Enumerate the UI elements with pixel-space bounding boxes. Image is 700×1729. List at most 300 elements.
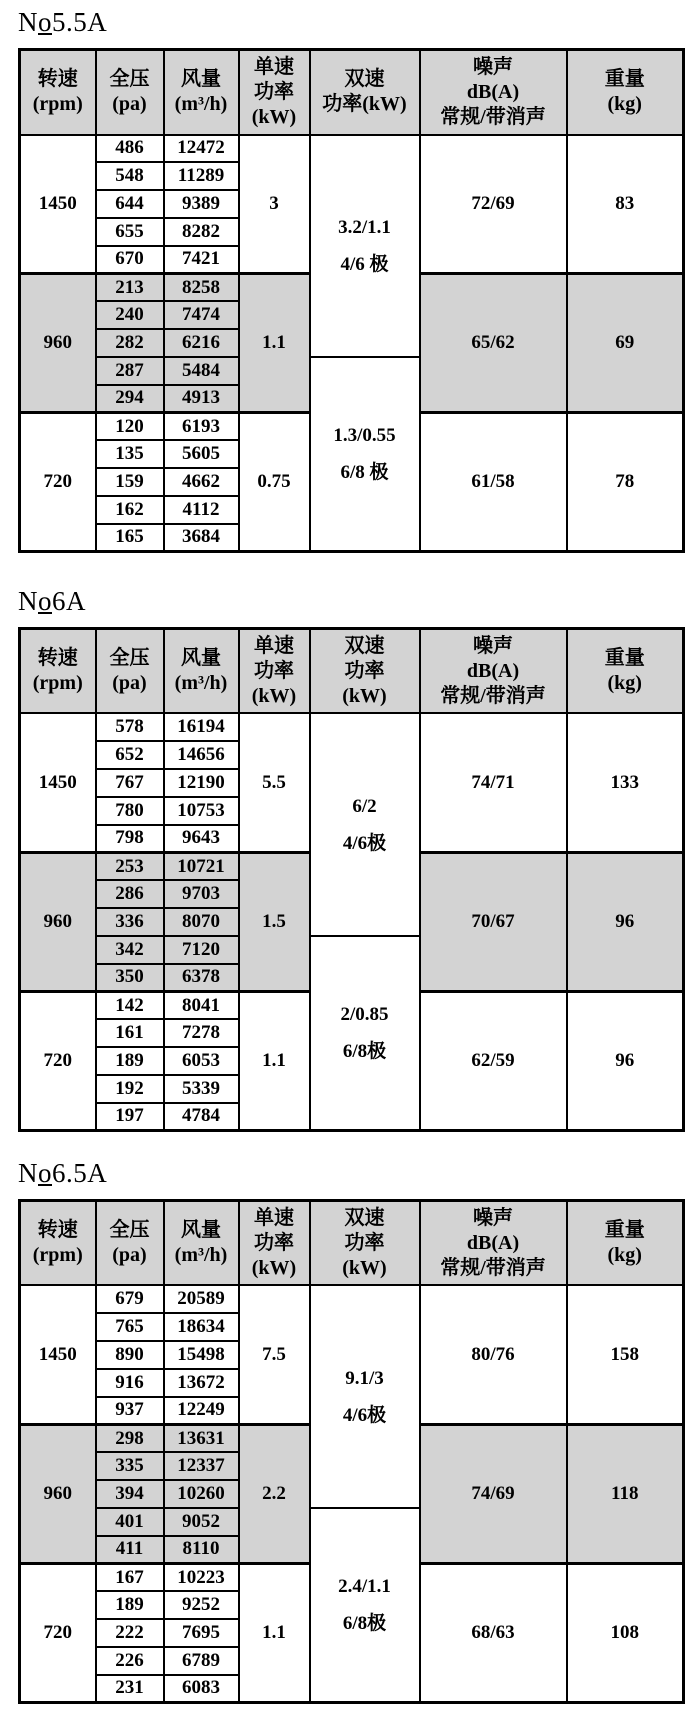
- cell-volume: [164, 964, 239, 992]
- cell-volume: [164, 273, 239, 301]
- cell-volume: [164, 329, 239, 357]
- header-volume: [164, 50, 239, 135]
- cell-rpm-line: 1450: [38, 771, 77, 793]
- cell-volume-line: 4913: [182, 387, 220, 409]
- header-weight-line: 重量: [604, 1219, 645, 1242]
- cell-volume: [164, 713, 239, 741]
- cell-volume: [164, 468, 239, 496]
- cell-pressure-line: 282: [115, 332, 144, 353]
- cell-volume: [164, 246, 239, 274]
- cell-pressure: [96, 246, 164, 274]
- cell-pressure-line: 916: [115, 1371, 144, 1393]
- cell-pressure-line: 142: [115, 994, 144, 1016]
- cell-volume-line: 11289: [177, 165, 225, 187]
- header-dual-power-line: 双速: [344, 1206, 385, 1229]
- cell-pressure-line: 652: [115, 744, 144, 766]
- header-weight-line: (kg): [607, 93, 642, 116]
- cell-volume-line: 5339: [182, 1077, 220, 1099]
- cell-noise-line: 80/76: [471, 1343, 515, 1365]
- header-noise: [420, 1200, 567, 1285]
- cell-pressure-line: 167: [115, 1566, 144, 1588]
- table-title-part: N: [18, 7, 38, 37]
- cell-volume-line: 8041: [182, 994, 220, 1016]
- cell-rpm: [20, 1563, 96, 1702]
- cell-rpm: [20, 713, 96, 852]
- cell-rpm: [20, 852, 96, 991]
- table-title: [18, 586, 683, 617]
- header-volume: [164, 628, 239, 713]
- header-speed-line: 转速: [37, 1219, 78, 1242]
- cell-single-power-line: 7.5: [262, 1343, 286, 1365]
- cell-noise-line: 72/69: [471, 192, 515, 214]
- cell-pressure-line: 937: [115, 1399, 144, 1421]
- cell-volume: [164, 135, 239, 163]
- cell-pressure-line: 161: [115, 1022, 144, 1044]
- cell-rpm-line: 960: [43, 1482, 72, 1504]
- cell-volume-line: 6216: [182, 332, 220, 353]
- cell-noise: [420, 1563, 567, 1702]
- header-single-power-line: 功率: [254, 1231, 294, 1254]
- cell-pressure-line: 486: [115, 137, 144, 159]
- header-pressure-line: 全压: [109, 68, 150, 91]
- cell-noise-line: 61/58: [471, 470, 515, 492]
- cell-pressure-line: 226: [115, 1649, 144, 1671]
- cell-volume: [164, 1019, 239, 1047]
- cell-volume: [164, 1369, 239, 1397]
- header-single-power-line: (kW): [251, 684, 297, 707]
- cell-weight: [567, 135, 684, 274]
- cell-single-power: [239, 135, 310, 274]
- cell-weight-line: 108: [610, 1621, 639, 1643]
- cell-dual-power-line: 2/0.85: [340, 1003, 389, 1025]
- cell-dual-power: [310, 357, 420, 552]
- header-noise-line: 常规/带消声: [440, 684, 546, 707]
- cell-pressure: [96, 301, 164, 329]
- cell-single-power-line: 3: [269, 192, 279, 214]
- cell-pressure-line: 644: [115, 193, 144, 215]
- table-title: [18, 7, 683, 38]
- cell-volume: [164, 1075, 239, 1103]
- cell-pressure-line: 231: [115, 1677, 144, 1699]
- cell-pressure-line: 165: [115, 526, 144, 548]
- cell-pressure: [96, 1075, 164, 1103]
- cell-pressure-line: 294: [115, 387, 144, 409]
- cell-volume: [164, 1536, 239, 1564]
- cell-rpm: [20, 273, 96, 412]
- table-title-part: 5.5A: [52, 7, 108, 37]
- cell-pressure-line: 240: [115, 304, 144, 326]
- cell-volume-line: 4784: [182, 1105, 220, 1127]
- header-volume-line: (m³/h): [174, 672, 228, 695]
- cell-volume: [164, 908, 239, 936]
- cell-volume: [164, 1313, 239, 1341]
- cell-volume-line: 5605: [182, 443, 220, 465]
- cell-weight: [567, 273, 684, 412]
- cell-pressure: [96, 468, 164, 496]
- cell-volume-line: 14656: [177, 744, 225, 766]
- spec-table-no5-5a: [18, 48, 685, 553]
- cell-noise-line: 65/62: [471, 332, 515, 353]
- cell-rpm: [20, 991, 96, 1130]
- cell-weight: [567, 1424, 684, 1563]
- cell-pressure: [96, 329, 164, 357]
- cell-pressure-line: 162: [115, 498, 144, 520]
- header-noise-line: 常规/带消声: [440, 1256, 546, 1279]
- cell-pressure-line: 798: [115, 827, 144, 849]
- cell-pressure-line: 767: [115, 771, 144, 793]
- header-speed-line: (rpm): [32, 672, 83, 695]
- table-title-part: N: [18, 585, 38, 616]
- cell-pressure: [96, 1103, 164, 1131]
- cell-volume-line: 6193: [182, 415, 220, 437]
- cell-volume: [164, 1452, 239, 1480]
- cell-volume: [164, 1563, 239, 1591]
- cell-pressure: [96, 1563, 164, 1591]
- cell-volume: [164, 1424, 239, 1452]
- cell-noise: [420, 273, 567, 412]
- cell-single-power: [239, 1424, 310, 1563]
- cell-pressure: [96, 385, 164, 413]
- cell-noise: [420, 1424, 567, 1563]
- cell-dual-power: [310, 936, 420, 1131]
- cell-pressure: [96, 936, 164, 964]
- cell-pressure-line: 120: [115, 415, 144, 437]
- cell-volume: [164, 991, 239, 1019]
- table-title-part: o: [38, 7, 52, 37]
- cell-pressure: [96, 741, 164, 769]
- header-dual-power-line: 双速: [344, 635, 385, 657]
- cell-pressure: [96, 273, 164, 301]
- cell-pressure-line: 287: [115, 359, 144, 381]
- cell-pressure: [96, 880, 164, 908]
- cell-dual-power-line: 1.3/0.55: [333, 424, 396, 446]
- cell-dual-power-line: 4/6 极: [340, 253, 389, 275]
- cell-volume-line: 9052: [182, 1510, 220, 1532]
- header-volume-line: 风量: [181, 68, 221, 91]
- header-noise-line: dB(A): [466, 659, 520, 682]
- cell-dual-power-line: 6/8极: [342, 1612, 387, 1634]
- cell-volume: [164, 1480, 239, 1508]
- cell-pressure-line: 286: [115, 883, 144, 905]
- cell-pressure: [96, 1452, 164, 1480]
- cell-volume-line: 12472: [177, 137, 225, 159]
- cell-volume-line: 7474: [182, 304, 220, 326]
- cell-pressure: [96, 190, 164, 218]
- cell-dual-power-line: 4/6极: [342, 1404, 387, 1426]
- cell-pressure-line: 401: [115, 1510, 144, 1532]
- cell-volume-line: 10223: [177, 1566, 225, 1588]
- header-noise: [420, 50, 567, 135]
- spec-table-no6a: [18, 627, 685, 1132]
- cell-volume-line: 9643: [182, 827, 220, 849]
- cell-pressure-line: 135: [115, 443, 144, 465]
- cell-volume-line: 9703: [182, 883, 220, 905]
- header-speed-line: (rpm): [32, 93, 83, 116]
- header-pressure: [96, 50, 164, 135]
- cell-single-power-line: 1.1: [262, 332, 286, 353]
- cell-weight-line: 96: [615, 1049, 635, 1071]
- cell-volume-line: 5484: [182, 359, 220, 381]
- cell-pressure: [96, 825, 164, 853]
- cell-weight: [567, 1563, 684, 1702]
- cell-pressure-line: 189: [115, 1049, 144, 1071]
- cell-volume: [164, 440, 239, 468]
- cell-volume: [164, 825, 239, 853]
- cell-pressure: [96, 1480, 164, 1508]
- header-volume-line: (m³/h): [174, 93, 228, 116]
- cell-volume-line: 3684: [182, 526, 220, 548]
- cell-volume-line: 9252: [182, 1594, 220, 1616]
- cell-volume-line: 18634: [177, 1316, 225, 1338]
- cell-pressure: [96, 218, 164, 246]
- header-speed: [20, 1200, 96, 1285]
- cell-volume: [164, 741, 239, 769]
- header-volume: [164, 1200, 239, 1285]
- cell-pressure: [96, 1313, 164, 1341]
- header-single-power-line: 单速: [254, 56, 294, 79]
- cell-pressure: [96, 496, 164, 524]
- header-dual-power: [310, 1200, 420, 1285]
- cell-single-power: [239, 713, 310, 852]
- cell-dual-power-line: 9.1/3: [345, 1367, 384, 1389]
- header-dual-power: [310, 628, 420, 713]
- cell-pressure: [96, 1047, 164, 1075]
- header-single-power: [239, 628, 310, 713]
- table-title-part: N: [18, 1157, 38, 1188]
- cell-single-power: [239, 412, 310, 551]
- cell-dual-power-line: 6/2: [352, 795, 377, 817]
- header-pressure-line: 全压: [109, 647, 150, 670]
- cell-volume: [164, 524, 239, 552]
- cell-dual-power: [310, 135, 420, 357]
- cell-dual-power: [310, 1285, 420, 1507]
- header-weight-line: 重量: [604, 68, 645, 91]
- cell-pressure: [96, 1647, 164, 1675]
- table-title-part: o: [38, 1157, 52, 1188]
- cell-pressure-line: 336: [115, 910, 144, 932]
- cell-volume-line: 12190: [177, 771, 225, 793]
- header-pressure-line: 全压: [109, 1219, 150, 1242]
- cell-pressure-line: 192: [115, 1077, 144, 1099]
- cell-single-power: [239, 1563, 310, 1702]
- cell-volume-line: 4112: [182, 498, 220, 520]
- header-speed-line: 转速: [37, 68, 78, 91]
- cell-pressure: [96, 440, 164, 468]
- cell-pressure-line: 342: [115, 938, 144, 960]
- cell-dual-power-line: 2.4/1.1: [338, 1575, 391, 1597]
- header-weight-line: (kg): [607, 672, 642, 695]
- cell-volume-line: 7278: [182, 1022, 220, 1044]
- cell-single-power-line: 5.5: [262, 771, 286, 793]
- header-volume-line: 风量: [181, 647, 221, 670]
- cell-pressure-line: 411: [115, 1538, 144, 1560]
- header-speed: [20, 628, 96, 713]
- cell-pressure: [96, 412, 164, 440]
- header-speed: [20, 50, 96, 135]
- cell-single-power-line: 1.5: [262, 910, 286, 932]
- cell-pressure: [96, 1424, 164, 1452]
- cell-volume-line: 7120: [182, 938, 220, 960]
- cell-single-power: [239, 273, 310, 412]
- header-dual-power-line: 功率(kW): [322, 93, 407, 116]
- cell-volume-line: 6789: [182, 1649, 220, 1671]
- cell-volume: [164, 190, 239, 218]
- cell-single-power-line: 1.1: [262, 1621, 286, 1643]
- cell-volume: [164, 1647, 239, 1675]
- cell-noise: [420, 135, 567, 274]
- cell-volume: [164, 769, 239, 797]
- header-single-power-line: 功率: [254, 659, 294, 682]
- cell-weight: [567, 991, 684, 1130]
- header-weight: [567, 1200, 684, 1285]
- cell-volume: [164, 357, 239, 385]
- cell-rpm: [20, 412, 96, 551]
- cell-rpm: [20, 135, 96, 274]
- data-row: [20, 1285, 684, 1313]
- cell-weight-line: 83: [615, 192, 635, 214]
- cell-volume-line: 13631: [177, 1427, 225, 1449]
- cell-volume-line: 12337: [177, 1455, 225, 1477]
- fan-spec-section-no6a: [18, 586, 683, 1132]
- header-dual-power-line: 功率: [344, 659, 385, 682]
- cell-volume: [164, 852, 239, 880]
- header-noise-line: dB(A): [466, 80, 520, 103]
- fan-spec-section-no6-5a: [18, 1158, 683, 1704]
- table-title-part: 6A: [52, 585, 86, 616]
- cell-volume: [164, 1047, 239, 1075]
- data-row: [20, 713, 684, 741]
- header-single-power-line: 单速: [254, 635, 294, 657]
- cell-weight-line: 69: [615, 332, 635, 353]
- cell-single-power: [239, 852, 310, 991]
- cell-pressure: [96, 524, 164, 552]
- cell-volume-line: 10721: [177, 855, 225, 877]
- header-dual-power: [310, 50, 420, 135]
- cell-pressure-line: 548: [115, 165, 144, 187]
- cell-noise-line: 74/69: [471, 1482, 515, 1504]
- cell-volume: [164, 1591, 239, 1619]
- cell-dual-power: [310, 713, 420, 935]
- cell-pressure-line: 679: [115, 1288, 144, 1310]
- cell-noise: [420, 713, 567, 852]
- cell-noise: [420, 991, 567, 1130]
- cell-rpm-line: 1450: [38, 1343, 77, 1365]
- cell-volume-line: 6083: [182, 1677, 220, 1699]
- cell-single-power: [239, 1285, 310, 1424]
- cell-single-power-line: 2.2: [262, 1482, 286, 1504]
- fan-spec-section-no5-5a: [18, 7, 683, 553]
- cell-pressure-line: 780: [115, 799, 144, 821]
- cell-pressure-line: 298: [115, 1427, 144, 1449]
- cell-pressure: [96, 1619, 164, 1647]
- cell-volume-line: 8070: [182, 910, 220, 932]
- cell-volume: [164, 1285, 239, 1313]
- cell-pressure: [96, 162, 164, 190]
- header-pressure: [96, 628, 164, 713]
- header-single-power: [239, 1200, 310, 1285]
- cell-volume: [164, 1341, 239, 1369]
- cell-pressure: [96, 769, 164, 797]
- cell-volume: [164, 880, 239, 908]
- cell-volume-line: 10753: [177, 799, 225, 821]
- cell-pressure: [96, 1591, 164, 1619]
- cell-pressure: [96, 1285, 164, 1313]
- cell-volume-line: 15498: [177, 1343, 225, 1365]
- cell-noise-line: 68/63: [471, 1621, 515, 1643]
- table-title-part: o: [38, 585, 52, 616]
- header-single-power-line: 功率: [254, 80, 294, 103]
- header-noise-line: 噪声: [473, 56, 513, 79]
- cell-pressure-line: 394: [115, 1482, 144, 1504]
- cell-volume-line: 7695: [182, 1621, 220, 1643]
- header-single-power-line: 单速: [254, 1206, 294, 1229]
- cell-volume-line: 6378: [182, 966, 220, 988]
- header-volume-line: (m³/h): [174, 1244, 228, 1267]
- cell-volume: [164, 936, 239, 964]
- cell-pressure: [96, 964, 164, 992]
- header-noise-line: 噪声: [473, 635, 513, 657]
- header-dual-power-line: (kW): [342, 1256, 387, 1279]
- header-weight-line: (kg): [607, 1244, 642, 1267]
- cell-pressure-line: 253: [115, 855, 144, 877]
- cell-pressure-line: 189: [115, 1594, 144, 1616]
- cell-dual-power-line: 6/8极: [342, 1040, 387, 1062]
- cell-pressure: [96, 1536, 164, 1564]
- header-row: [20, 50, 684, 135]
- cell-volume: [164, 1675, 239, 1703]
- cell-weight-line: 133: [610, 771, 639, 793]
- cell-pressure: [96, 1369, 164, 1397]
- cell-single-power-line: 0.75: [257, 470, 291, 492]
- cell-noise-line: 74/71: [471, 771, 515, 793]
- data-row: [20, 135, 684, 163]
- header-dual-power-line: 功率: [344, 1231, 385, 1254]
- cell-weight: [567, 412, 684, 551]
- header-speed-line: 转速: [37, 647, 78, 670]
- cell-rpm: [20, 1285, 96, 1424]
- cell-pressure: [96, 1508, 164, 1536]
- cell-pressure-line: 350: [115, 966, 144, 988]
- cell-volume-line: 13672: [177, 1371, 225, 1393]
- cell-weight: [567, 852, 684, 991]
- cell-pressure-line: 159: [115, 470, 144, 492]
- header-single-power-line: (kW): [251, 105, 297, 128]
- cell-pressure-line: 578: [115, 716, 144, 738]
- cell-pressure: [96, 135, 164, 163]
- cell-pressure-line: 655: [115, 220, 144, 242]
- cell-volume-line: 16194: [177, 716, 225, 738]
- header-weight-line: 重量: [604, 647, 645, 670]
- cell-rpm-line: 720: [43, 1621, 72, 1643]
- cell-noise-line: 70/67: [471, 910, 515, 932]
- header-pressure-line: (pa): [112, 93, 147, 116]
- cell-pressure: [96, 357, 164, 385]
- cell-volume-line: 10260: [177, 1482, 225, 1504]
- cell-dual-power: [310, 1508, 420, 1703]
- cell-single-power-line: 1.1: [262, 1049, 286, 1071]
- cell-volume: [164, 412, 239, 440]
- cell-noise: [420, 852, 567, 991]
- cell-weight: [567, 713, 684, 852]
- header-weight: [567, 628, 684, 713]
- cell-weight: [567, 1285, 684, 1424]
- header-weight: [567, 50, 684, 135]
- cell-rpm-line: 960: [43, 910, 72, 932]
- cell-pressure: [96, 797, 164, 825]
- header-noise-line: 噪声: [473, 1206, 513, 1229]
- cell-volume: [164, 797, 239, 825]
- header-single-power: [239, 50, 310, 135]
